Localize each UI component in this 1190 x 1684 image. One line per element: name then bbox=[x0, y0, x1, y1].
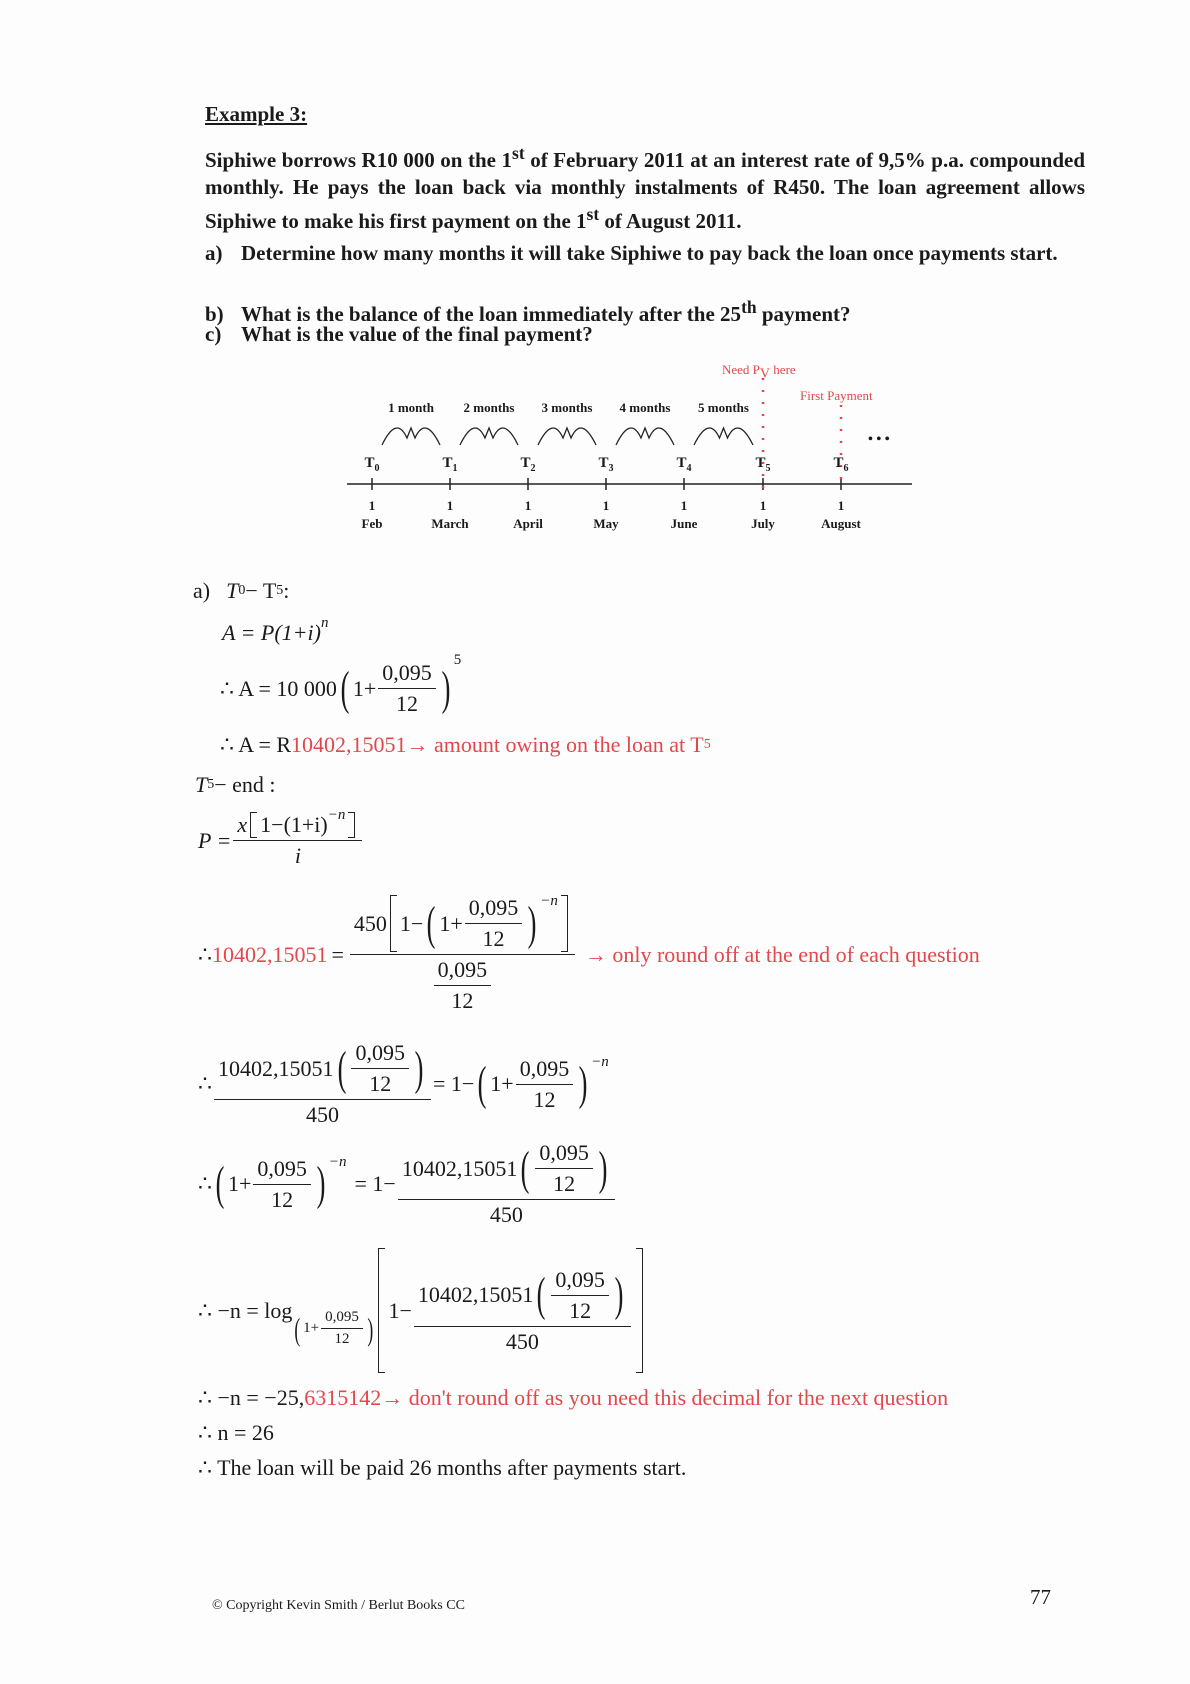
text: payment? bbox=[756, 302, 851, 326]
sup: st bbox=[512, 143, 525, 163]
page-number: 77 bbox=[1030, 1585, 1051, 1609]
text: Siphiwe borrows R10 000 on the 1 bbox=[205, 148, 513, 172]
timeline-day: 1 bbox=[524, 498, 532, 513]
rearranged-equation-2: ∴ ( 1+ $\frac{0,095}{12}$ ) −n = 1− 10402,15051 ( $\frac{0,095}{12}$ ) 450 bbox=[198, 1140, 617, 1228]
timeline-month: June bbox=[670, 516, 698, 531]
timeline-point-label: $T_4$ bbox=[676, 455, 692, 474]
sup: st bbox=[586, 204, 600, 224]
timeline-lines bbox=[0, 0, 1190, 560]
period-label: 3 months bbox=[541, 400, 593, 415]
timeline-point-label: $T_3$ bbox=[598, 455, 614, 474]
compound-calc: ∴ A = 10 000 ( 1+ $\frac{0,095}{12}$ ) 5 bbox=[220, 652, 462, 716]
timeline-day: 1 bbox=[602, 498, 610, 513]
result-n: ∴ n = 26 bbox=[198, 1420, 274, 1445]
timeline-point-label: $T_6$ bbox=[833, 455, 849, 474]
first-payment-label: First Payment bbox=[800, 388, 873, 403]
conclusion: ∴ The loan will be paid 26 months after payments start. bbox=[198, 1455, 687, 1480]
timeline-day: 1 bbox=[759, 498, 767, 513]
text: of February 2011 at an interest rate of 9,5% p.a. compounded monthly. He pays the loan back via monthly instalments of R450. The loan agreement allows Siphiwe to make his first payment on the 1 bbox=[205, 148, 1086, 233]
example-title: Example 3: bbox=[205, 102, 308, 126]
period-arc bbox=[460, 428, 518, 445]
text: of August 2011. bbox=[599, 209, 742, 233]
text: What is the value of the final payment? bbox=[241, 322, 593, 346]
period-label: 1 month bbox=[388, 400, 434, 415]
period-label: 5 months bbox=[698, 400, 749, 415]
ellipsis: • • • bbox=[868, 432, 890, 447]
timeline-month: May bbox=[593, 516, 619, 531]
period-label: 4 months bbox=[619, 400, 671, 415]
substitution-equation: ∴ 10402,15051 = 450 1− ( 1+ $\frac{0,095}{12}$ ) −n $\frac{0,095}{12}$ → only round off at the end of each question bbox=[198, 893, 980, 1013]
log-equation: ∴ −n = log ( 1+ $\frac{0,095}{12}$ ) 1− 10402,15051 ( $\frac{0,095}{12}$ ) 450 bbox=[198, 1248, 646, 1373]
timeline-month: July bbox=[751, 516, 775, 531]
annuity-formula: P = x 1−(1+i) −n i bbox=[198, 812, 364, 869]
timeline-month: April bbox=[513, 516, 543, 531]
label: b) bbox=[205, 302, 224, 326]
text: Determine how many months it will take Siphiwe to pay back the loan once payments start. bbox=[241, 241, 1058, 265]
copyright: © Copyright Kevin Smith / Berlut Books CC bbox=[212, 1598, 465, 1613]
timeline-month: August bbox=[821, 516, 861, 531]
sup: th bbox=[741, 297, 757, 317]
timeline-month: March bbox=[431, 516, 469, 531]
result-neg-n: ∴ −n = −25, 6315142 → don't round off as you need this decimal for the next question bbox=[198, 1385, 949, 1410]
timeline-day: 1 bbox=[837, 498, 845, 513]
timeline-day: 1 bbox=[368, 498, 376, 513]
timeline-day: 1 bbox=[446, 498, 454, 513]
amount-owing: ∴ A = R 10402,15051 → amount owing on the loan at T 5 bbox=[220, 732, 711, 757]
segment-t0-t5: a) T 0 − T 5 : bbox=[193, 578, 290, 603]
timeline-day: 1 bbox=[680, 498, 688, 513]
segment-t5-end: T 5 − end : bbox=[195, 772, 276, 797]
timeline-diagram bbox=[0, 0, 1190, 560]
period-arc bbox=[538, 428, 596, 445]
compound-formula: A = P(1+i) n bbox=[222, 614, 329, 645]
period-arc bbox=[616, 428, 674, 445]
timeline-point-label: $T_5$ bbox=[755, 455, 771, 474]
timeline-point-label: $T_0$ bbox=[364, 455, 380, 474]
need-pv-label: Need $P_V$ here bbox=[722, 362, 796, 382]
period-arc bbox=[694, 428, 753, 445]
label: c) bbox=[205, 322, 222, 346]
text: What is the balance of the loan immediately after the 25 bbox=[241, 302, 742, 326]
period-label: 2 months bbox=[463, 400, 515, 415]
label: a) bbox=[205, 241, 223, 265]
timeline-month: Feb bbox=[361, 516, 383, 531]
period-arc bbox=[382, 428, 440, 445]
rearranged-equation-1: ∴ 10402,15051 ( $\frac{0,095}{12}$ ) 450 = 1− ( 1+ $\frac{0,095}{12}$ ) −n bbox=[198, 1040, 609, 1127]
timeline-point-label: $T_2$ bbox=[520, 455, 536, 474]
timeline-point-label: $T_1$ bbox=[442, 455, 458, 474]
